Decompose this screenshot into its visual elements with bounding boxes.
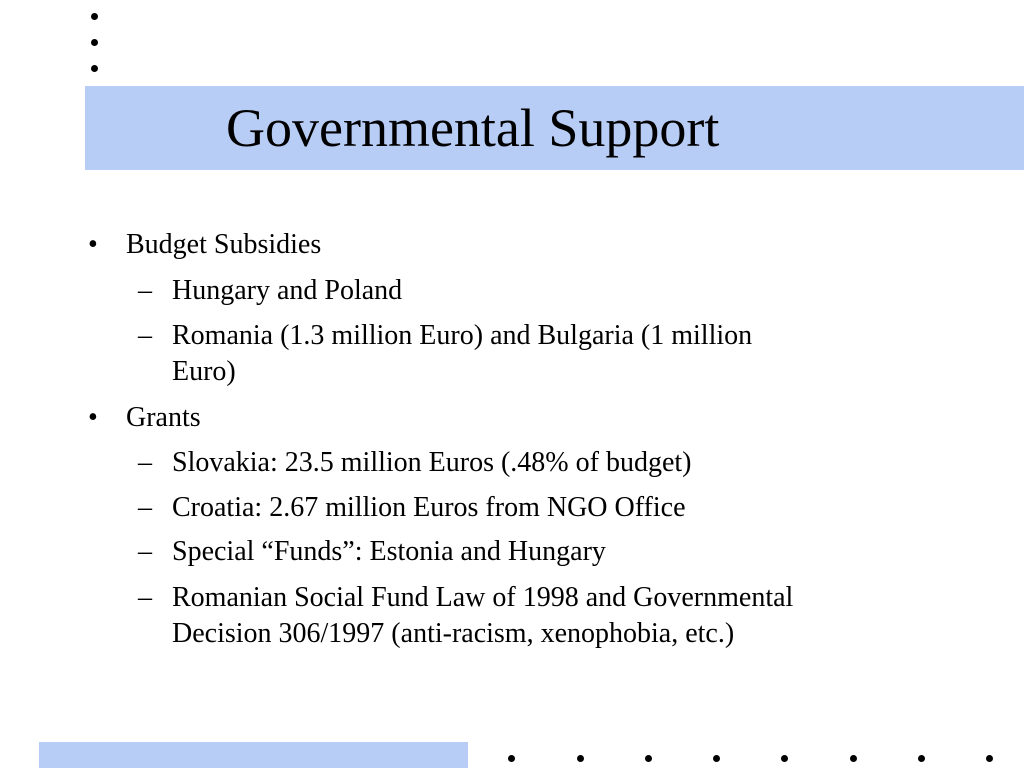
sub-bullet-item bbox=[138, 490, 686, 526]
sub-bullet-item bbox=[138, 445, 692, 481]
decorative-dot-icon bbox=[713, 755, 720, 762]
decorative-dot-icon bbox=[918, 755, 925, 762]
sub-bullet-text: Euro) bbox=[172, 356, 236, 387]
bullet-item bbox=[88, 227, 322, 263]
sub-bullet-continuation bbox=[172, 354, 236, 390]
bullet-icon: • bbox=[88, 402, 98, 433]
decorative-dot-icon bbox=[577, 755, 584, 762]
sub-bullet-continuation bbox=[172, 616, 734, 652]
bullet-text: Budget Subsidies bbox=[126, 229, 322, 260]
decorative-dot-icon bbox=[91, 39, 98, 46]
decorative-dot-icon bbox=[91, 13, 98, 20]
decorative-dot-icon bbox=[508, 755, 515, 762]
sub-bullet-text: Hungary and Poland bbox=[172, 275, 403, 306]
sub-bullet-item bbox=[138, 318, 753, 354]
dash-icon: – bbox=[138, 492, 152, 523]
sub-bullet-text: Romania (1.3 million Euro) and Bulgaria (1 million bbox=[172, 320, 753, 351]
bullet-item bbox=[88, 400, 201, 436]
sub-bullet-item bbox=[138, 580, 794, 616]
dash-icon: – bbox=[138, 447, 152, 478]
sub-bullet-text: Romanian Social Fund Law of 1998 and Governmental bbox=[172, 582, 794, 613]
sub-bullet-text: Decision 306/1997 (anti-racism, xenophobia, etc.) bbox=[172, 618, 735, 649]
slide-title: Governmental Support bbox=[226, 98, 720, 158]
bullet-text: Grants bbox=[126, 402, 201, 433]
dash-icon: – bbox=[138, 582, 152, 613]
sub-bullet-text: Croatia: 2.67 million Euros from NGO Office bbox=[172, 492, 686, 523]
dash-icon: – bbox=[138, 275, 152, 306]
sub-bullet-item bbox=[138, 273, 403, 309]
decorative-dot-icon bbox=[986, 755, 993, 762]
dash-icon: – bbox=[138, 320, 152, 351]
sub-bullet-text: Slovakia: 23.5 million Euros (.48% of budget) bbox=[172, 447, 692, 478]
sub-bullet-item bbox=[138, 534, 606, 570]
decorative-dot-icon bbox=[645, 755, 652, 762]
decorative-dot-icon bbox=[91, 65, 98, 72]
decorative-dot-icon bbox=[850, 755, 857, 762]
sub-bullet-text: Special “Funds”: Estonia and Hungary bbox=[172, 536, 606, 567]
bullet-icon: • bbox=[88, 229, 98, 260]
bottom-accent-bar bbox=[39, 742, 468, 768]
dash-icon: – bbox=[138, 536, 152, 567]
decorative-dot-icon bbox=[781, 755, 788, 762]
